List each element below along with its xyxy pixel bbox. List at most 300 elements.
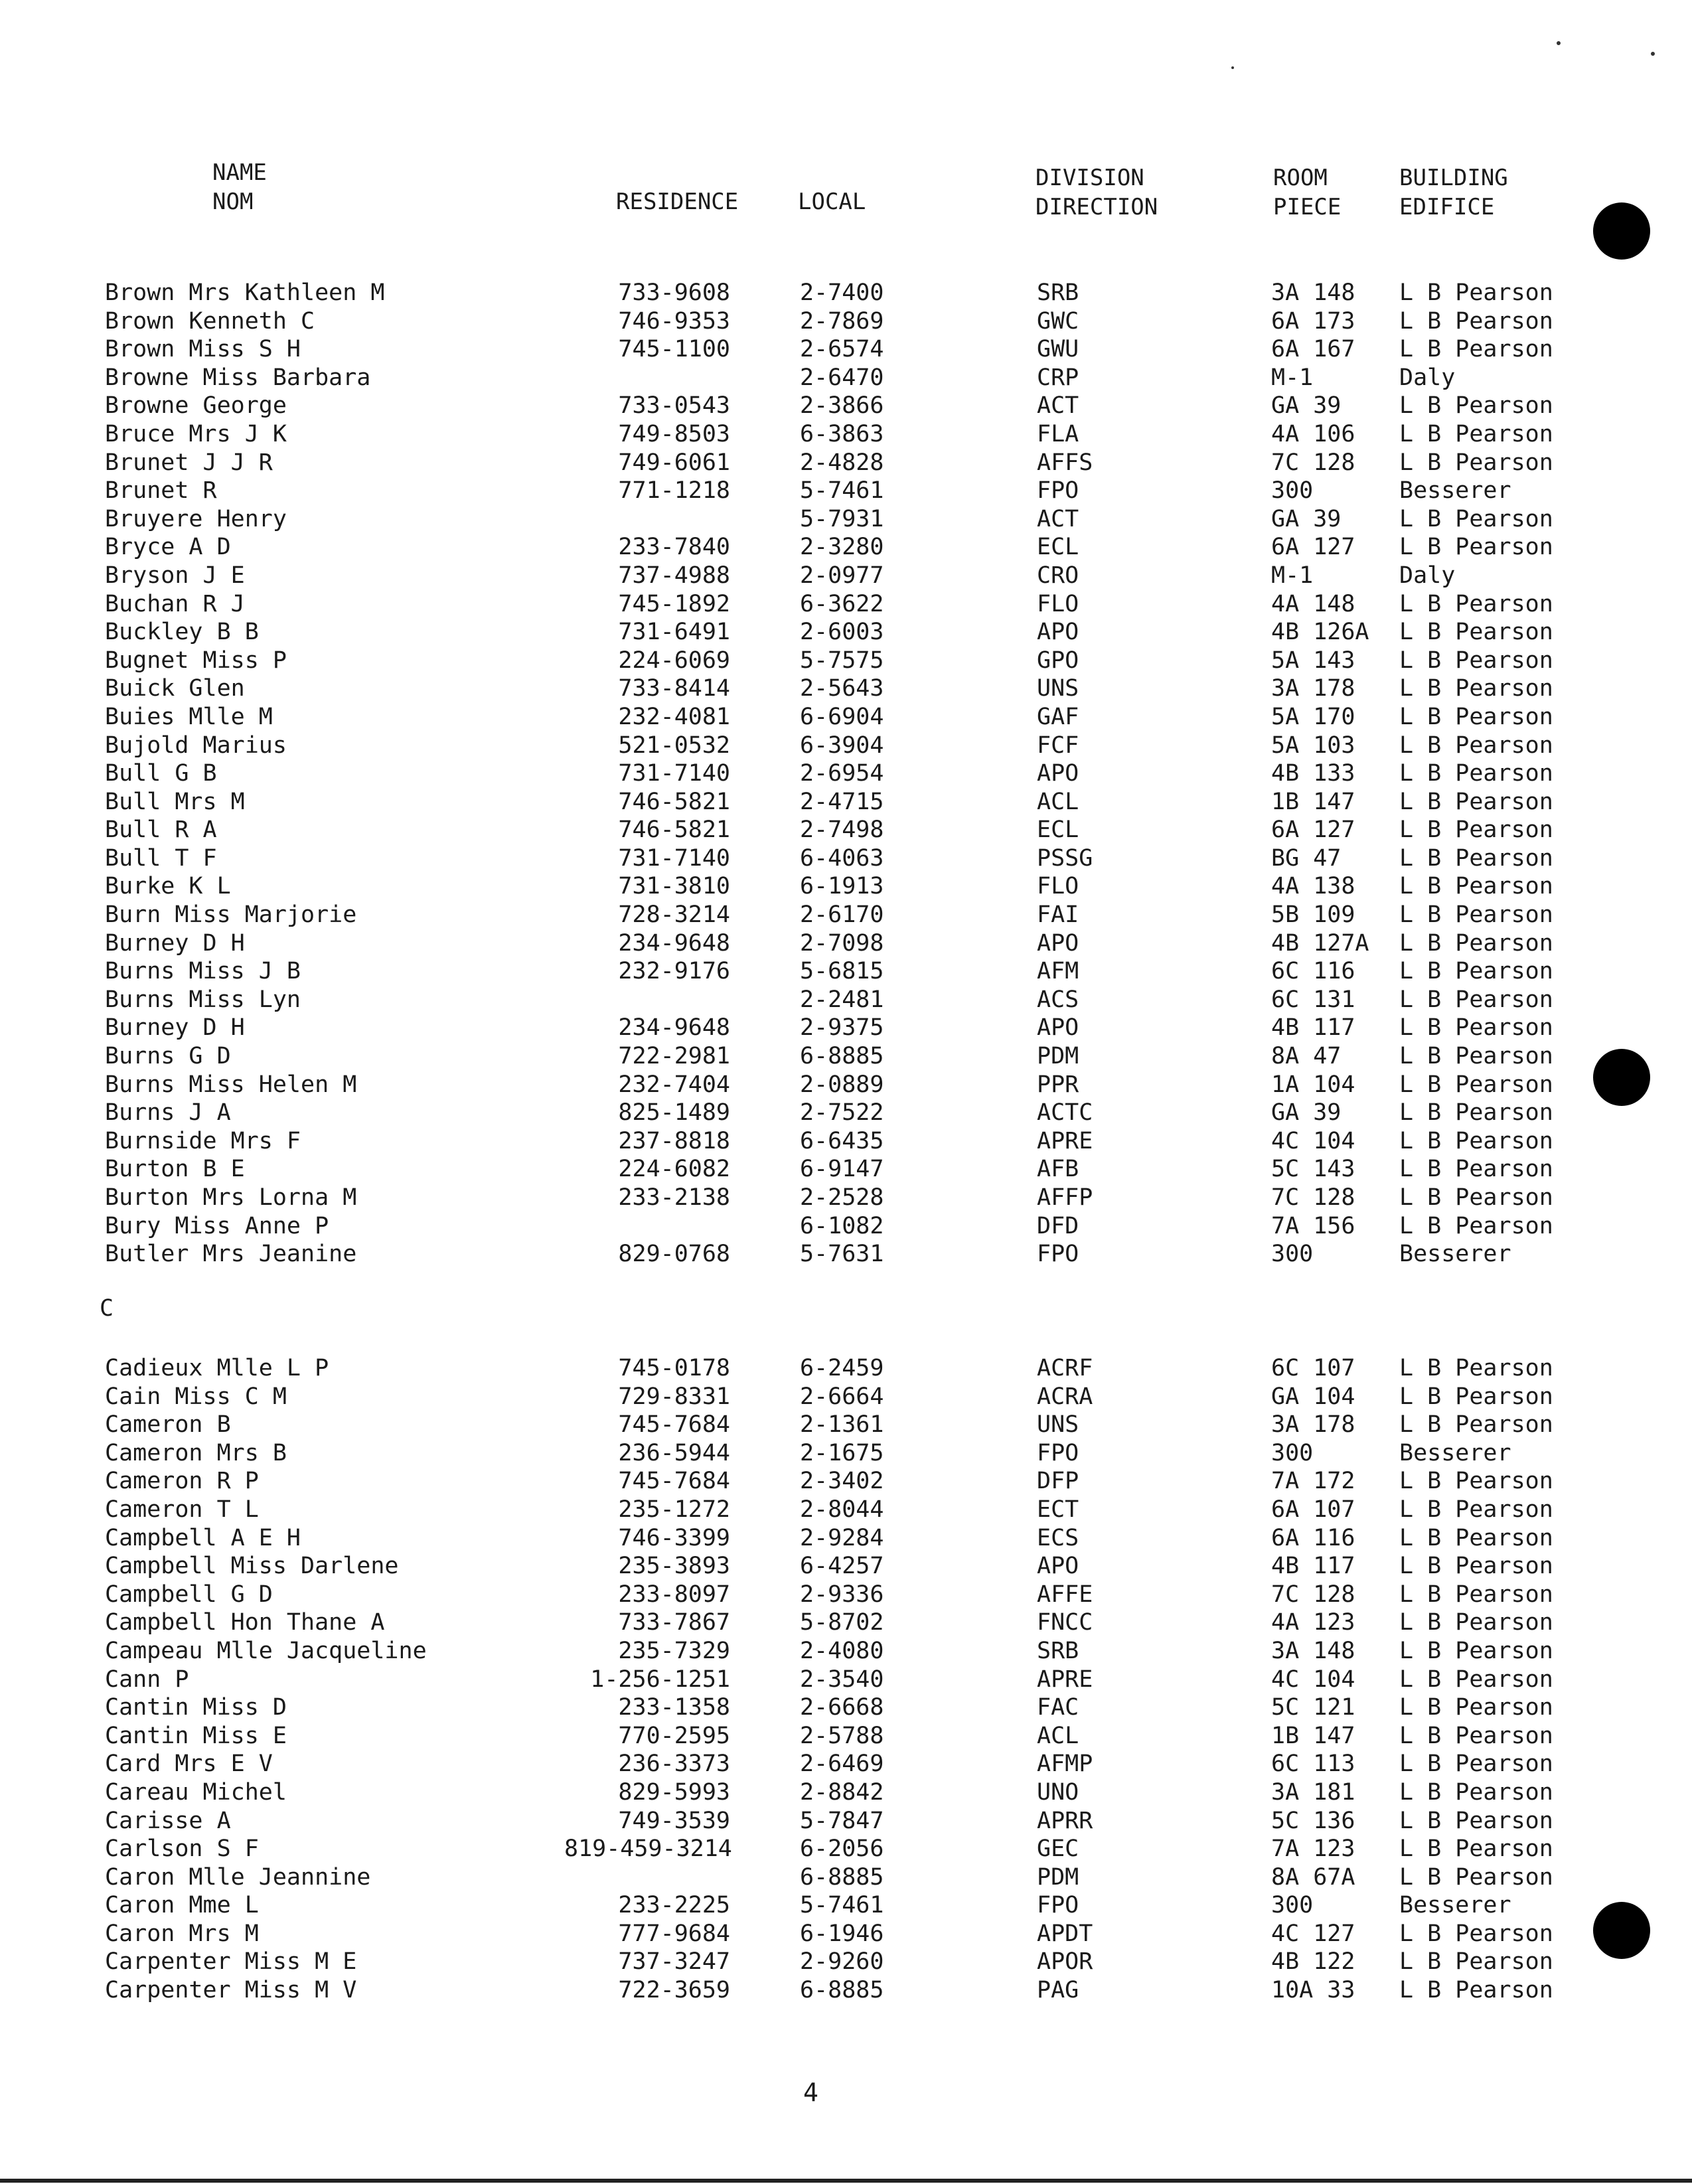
- entry-division: ACT: [1037, 392, 1079, 420]
- entry-local: 2-5788: [800, 1722, 884, 1749]
- entry-building: L B Pearson: [1399, 732, 1553, 759]
- entry-name: Buies Mlle M: [105, 703, 273, 730]
- entry-local: 2-4080: [800, 1637, 884, 1664]
- directory-row: [0, 1411, 1692, 1439]
- entry-building: L B Pearson: [1399, 336, 1553, 363]
- entry-room: 5B 109: [1271, 901, 1355, 929]
- entry-room: 1B 147: [1271, 788, 1355, 815]
- entry-building: L B Pearson: [1399, 1184, 1553, 1211]
- entry-name: Card Mrs E V: [105, 1751, 273, 1778]
- entry-division: AFB: [1037, 1156, 1079, 1183]
- entry-name: Campbell A E H: [105, 1524, 301, 1551]
- entry-residence: 234-9648: [618, 1014, 730, 1042]
- entry-local: 6-1913: [800, 873, 884, 900]
- entry-room: 5A 103: [1271, 732, 1355, 759]
- entry-name: Bruyere Henry: [105, 505, 287, 532]
- entry-building: L B Pearson: [1399, 1071, 1553, 1098]
- entry-division: FCF: [1037, 732, 1079, 759]
- entry-local: 6-9147: [800, 1156, 884, 1183]
- entry-building: L B Pearson: [1399, 1977, 1553, 2004]
- entry-local: 5-7847: [800, 1807, 884, 1834]
- entry-division: FAC: [1037, 1694, 1079, 1721]
- directory-row: [0, 1184, 1692, 1212]
- scan-speck: [1651, 52, 1655, 56]
- entry-residence: 731-6491: [618, 619, 730, 646]
- entry-room: 4A 106: [1271, 420, 1355, 447]
- entry-name: Brown Kenneth C: [105, 307, 315, 335]
- entry-building: L B Pearson: [1399, 505, 1553, 532]
- entry-name: Carpenter Miss M E: [105, 1948, 357, 1976]
- entry-name: Burney D H: [105, 929, 245, 957]
- entry-division: AFFE: [1037, 1581, 1093, 1608]
- entry-room: 8A 67A: [1271, 1863, 1355, 1891]
- entry-residence: 733-8414: [618, 675, 730, 702]
- entry-local: 2-6668: [800, 1694, 884, 1721]
- entry-name: Bull Mrs M: [105, 788, 245, 815]
- entry-residence: 236-3373: [618, 1751, 730, 1778]
- entry-building: L B Pearson: [1399, 788, 1553, 815]
- entry-room: 5C 136: [1271, 1807, 1355, 1834]
- entry-room: 5A 170: [1271, 703, 1355, 730]
- entry-division: PAG: [1037, 1977, 1079, 2004]
- entry-building: L B Pearson: [1399, 647, 1553, 674]
- entry-building: L B Pearson: [1399, 929, 1553, 957]
- directory-row: [0, 1976, 1692, 2005]
- entry-room: 6C 107: [1271, 1355, 1355, 1381]
- header-room-en: ROOM: [1273, 165, 1328, 191]
- entry-local: 2-6664: [800, 1383, 884, 1410]
- entry-building: L B Pearson: [1399, 1043, 1553, 1070]
- entry-division: APO: [1037, 1014, 1079, 1042]
- scan-speck: [1231, 66, 1234, 69]
- entry-division: FPO: [1037, 477, 1079, 505]
- entry-local: 6-3622: [800, 590, 884, 617]
- entry-name: Buchan R J: [105, 590, 245, 617]
- entry-name: Brown Miss S H: [105, 336, 301, 363]
- entry-local: 6-2459: [800, 1355, 884, 1381]
- header-residence: [616, 187, 738, 216]
- directory-row: [0, 1127, 1692, 1156]
- entry-division: UNS: [1037, 1411, 1079, 1439]
- directory-row: [0, 1354, 1692, 1383]
- entry-local: 6-3904: [800, 732, 884, 759]
- entry-residence: 235-7329: [618, 1637, 730, 1664]
- entry-room: 7C 128: [1271, 1184, 1355, 1211]
- entry-name: Carpenter Miss M V: [105, 1977, 357, 2004]
- entry-residence: 731-7140: [618, 760, 730, 787]
- entry-division: APRE: [1037, 1666, 1093, 1693]
- directory-row: [0, 1439, 1692, 1468]
- entry-residence: 235-3893: [618, 1553, 730, 1580]
- header-local: [798, 187, 866, 216]
- entry-room: 7A 156: [1271, 1212, 1355, 1239]
- directory-row: [0, 872, 1692, 901]
- entry-name: Burton B E: [105, 1156, 245, 1183]
- entry-residence: 722-3659: [618, 1977, 730, 2004]
- entry-division: APO: [1037, 1553, 1079, 1580]
- entry-building: L B Pearson: [1399, 1496, 1553, 1523]
- entry-room: 6A 116: [1271, 1524, 1355, 1551]
- entry-division: APO: [1037, 760, 1079, 787]
- entry-name: Bugnet Miss P: [105, 647, 287, 674]
- directory-row: [0, 420, 1692, 449]
- entry-local: 2-6469: [800, 1751, 884, 1778]
- entry-residence: 733-0543: [618, 392, 730, 420]
- entry-division: APRR: [1037, 1807, 1093, 1834]
- directory-row: [0, 1778, 1692, 1807]
- entry-division: ACS: [1037, 986, 1079, 1013]
- entry-building: L B Pearson: [1399, 1411, 1553, 1439]
- entry-local: 2-0977: [800, 562, 884, 589]
- entry-building: L B Pearson: [1399, 958, 1553, 985]
- entry-building: L B Pearson: [1399, 1694, 1553, 1721]
- entry-local: 2-4715: [800, 788, 884, 815]
- entry-division: GAF: [1037, 703, 1079, 730]
- entry-building: L B Pearson: [1399, 1524, 1553, 1551]
- directory-row: [0, 1099, 1692, 1127]
- entry-division: UNS: [1037, 675, 1079, 702]
- header-local-label: LOCAL: [798, 189, 866, 215]
- directory-row: [0, 1212, 1692, 1241]
- entry-local: 6-4257: [800, 1553, 884, 1580]
- entry-division: PDM: [1037, 1043, 1079, 1070]
- directory-row: [0, 477, 1692, 505]
- entry-name: Cantin Miss D: [105, 1694, 287, 1721]
- entry-residence: 749-8503: [618, 420, 730, 447]
- entry-room: 6C 131: [1271, 986, 1355, 1013]
- entry-name: Cameron R P: [105, 1468, 259, 1495]
- directory-row: [0, 590, 1692, 619]
- entry-residence: 728-3214: [618, 901, 730, 929]
- directory-row: [0, 1750, 1692, 1778]
- entry-name: Browne Miss Barbara: [105, 364, 371, 391]
- entry-name: Burns Miss Helen M: [105, 1071, 357, 1098]
- entry-name: Burn Miss Marjorie: [105, 901, 357, 929]
- entry-division: DFD: [1037, 1212, 1079, 1239]
- entry-building: Daly: [1399, 562, 1456, 589]
- entry-room: 7C 128: [1271, 449, 1355, 476]
- entry-division: FLO: [1037, 873, 1079, 900]
- directory-row: [0, 1552, 1692, 1581]
- directory-row: [0, 844, 1692, 873]
- entry-division: APO: [1037, 929, 1079, 957]
- entry-name: Cann P: [105, 1666, 189, 1693]
- entry-room: 6A 107: [1271, 1496, 1355, 1523]
- entry-division: AFMP: [1037, 1751, 1093, 1778]
- entry-local: 2-9336: [800, 1581, 884, 1608]
- entry-residence: 729-8331: [618, 1383, 730, 1410]
- entry-name: Buick Glen: [105, 675, 245, 702]
- entry-local: 2-4828: [800, 449, 884, 476]
- entry-name: Bryson J E: [105, 562, 245, 589]
- entry-building: L B Pearson: [1399, 449, 1553, 476]
- entry-division: ECS: [1037, 1524, 1079, 1551]
- directory-row: [0, 1693, 1692, 1722]
- directory-row: [0, 307, 1692, 336]
- entry-local: 2-9284: [800, 1524, 884, 1551]
- entry-residence: 770-2595: [618, 1722, 730, 1749]
- entry-division: ACL: [1037, 1722, 1079, 1749]
- header-division-fr: DIRECTION: [1036, 194, 1158, 220]
- entry-residence: 749-3539: [618, 1807, 730, 1834]
- entry-building: L B Pearson: [1399, 1722, 1553, 1749]
- entry-building: L B Pearson: [1399, 760, 1553, 787]
- directory-row: [0, 562, 1692, 590]
- entry-name: Cameron Mrs B: [105, 1439, 287, 1466]
- header-building: [1399, 163, 1508, 222]
- entry-residence: 233-8097: [618, 1581, 730, 1608]
- entry-local: 6-1082: [800, 1212, 884, 1239]
- directory-row: [0, 1467, 1692, 1496]
- entry-residence: 749-6061: [618, 449, 730, 476]
- entry-room: BG 47: [1271, 844, 1342, 872]
- entry-local: 2-7522: [800, 1099, 884, 1127]
- entry-local: 2-9375: [800, 1014, 884, 1042]
- entry-residence: 829-5993: [618, 1778, 730, 1806]
- entry-building: L B Pearson: [1399, 901, 1553, 929]
- entry-name: Burns J A: [105, 1099, 231, 1127]
- entry-local: 2-7498: [800, 817, 884, 844]
- entry-name: Burney D H: [105, 1014, 245, 1042]
- entry-room: 7A 123: [1271, 1835, 1355, 1863]
- entry-local: 6-8885: [800, 1043, 884, 1070]
- entry-local: 2-3280: [800, 534, 884, 561]
- entry-local: 2-8842: [800, 1778, 884, 1806]
- entry-room: 4B 117: [1271, 1553, 1355, 1580]
- entry-room: 4C 104: [1271, 1666, 1355, 1693]
- entry-name: Campbell G D: [105, 1581, 273, 1608]
- entry-residence: 232-9176: [618, 958, 730, 985]
- entry-room: 3A 178: [1271, 675, 1355, 702]
- entry-room: 3A 178: [1271, 1411, 1355, 1439]
- entry-room: 300: [1271, 477, 1314, 505]
- directory-row: [0, 1496, 1692, 1524]
- entry-residence: 1-256-1251: [590, 1666, 730, 1693]
- entry-local: 6-3863: [800, 420, 884, 447]
- entry-room: 6C 113: [1271, 1751, 1355, 1778]
- entry-building: L B Pearson: [1399, 873, 1553, 900]
- directory-row: [0, 1920, 1692, 1948]
- header-room-fr: PIECE: [1273, 194, 1342, 220]
- directory-row: [0, 1042, 1692, 1071]
- entry-room: 1A 104: [1271, 1071, 1355, 1098]
- entry-room: 7C 128: [1271, 1581, 1355, 1608]
- entry-room: 4B 127A: [1271, 929, 1369, 957]
- entry-residence: 745-1892: [618, 590, 730, 617]
- entry-local: 2-7400: [800, 279, 884, 306]
- directory-row: [0, 505, 1692, 534]
- entry-local: 2-2528: [800, 1184, 884, 1211]
- entry-local: 2-9260: [800, 1948, 884, 1976]
- entry-name: Cantin Miss E: [105, 1722, 287, 1749]
- directory-row: [0, 335, 1692, 364]
- directory-row: [0, 392, 1692, 420]
- entry-division: FAI: [1037, 901, 1079, 929]
- entry-division: ECL: [1037, 534, 1079, 561]
- entry-division: FLO: [1037, 590, 1079, 617]
- entry-residence: 224-6069: [618, 647, 730, 674]
- entry-residence: 233-2225: [618, 1892, 730, 1919]
- entry-name: Caron Mrs M: [105, 1920, 259, 1947]
- entry-name: Campbell Miss Darlene: [105, 1553, 399, 1580]
- entry-division: ACT: [1037, 505, 1079, 532]
- entry-local: 2-2481: [800, 986, 884, 1013]
- directory-row: [0, 759, 1692, 788]
- entry-room: 4B 122: [1271, 1948, 1355, 1976]
- directory-row: [0, 674, 1692, 703]
- entry-name: Cameron T L: [105, 1496, 259, 1523]
- entry-residence: 745-0178: [618, 1355, 730, 1381]
- header-building-en: BUILDING: [1399, 165, 1508, 191]
- directory-row: [0, 1835, 1692, 1863]
- entry-residence: 733-7867: [618, 1609, 730, 1636]
- entry-division: ECT: [1037, 1496, 1079, 1523]
- entry-local: 6-8885: [800, 1977, 884, 2004]
- entry-residence: 233-2138: [618, 1184, 730, 1211]
- directory-row: [0, 901, 1692, 929]
- entry-local: 2-5643: [800, 675, 884, 702]
- entry-name: Cameron B: [105, 1411, 231, 1439]
- entry-residence: 771-1218: [618, 477, 730, 505]
- entry-division: APOR: [1037, 1948, 1093, 1976]
- entry-residence: 829-0768: [618, 1241, 730, 1268]
- directory-row: [0, 1608, 1692, 1637]
- directory-row: [0, 1014, 1692, 1042]
- entry-local: 6-6435: [800, 1127, 884, 1154]
- entry-division: FNCC: [1037, 1609, 1093, 1636]
- entry-room: 1B 147: [1271, 1722, 1355, 1749]
- entry-room: 6A 173: [1271, 307, 1355, 335]
- entry-division: PPR: [1037, 1071, 1079, 1098]
- entry-building: L B Pearson: [1399, 1581, 1553, 1608]
- entry-division: ACRF: [1037, 1355, 1093, 1381]
- entry-name: Burke K L: [105, 873, 231, 900]
- entry-local: 6-6904: [800, 703, 884, 730]
- entry-residence: 233-1358: [618, 1694, 730, 1721]
- entry-building: L B Pearson: [1399, 1127, 1553, 1154]
- entry-division: AFM: [1037, 958, 1079, 985]
- entry-name: Bujold Marius: [105, 732, 287, 759]
- entry-building: Besserer: [1399, 477, 1511, 505]
- directory-row: [0, 1666, 1692, 1694]
- entry-room: 3A 181: [1271, 1778, 1355, 1806]
- entry-name: Bury Miss Anne P: [105, 1212, 329, 1239]
- entry-local: 2-8044: [800, 1496, 884, 1523]
- entry-building: L B Pearson: [1399, 392, 1553, 420]
- entry-name: Caron Mme L: [105, 1892, 259, 1919]
- entry-residence: 235-1272: [618, 1496, 730, 1523]
- entry-building: L B Pearson: [1399, 986, 1553, 1013]
- entry-room: 5C 121: [1271, 1694, 1355, 1721]
- directory-row: [0, 1722, 1692, 1751]
- entry-residence: 232-7404: [618, 1071, 730, 1098]
- header-division-en: DIVISION: [1036, 165, 1144, 191]
- entry-name: Butler Mrs Jeanine: [105, 1241, 357, 1268]
- entry-building: L B Pearson: [1399, 420, 1553, 447]
- entry-name: Burton Mrs Lorna M: [105, 1184, 357, 1211]
- entry-residence: 722-2981: [618, 1043, 730, 1070]
- entry-division: GEC: [1037, 1835, 1079, 1863]
- entry-division: CRO: [1037, 562, 1079, 589]
- entry-building: L B Pearson: [1399, 844, 1553, 872]
- entry-division: ECL: [1037, 817, 1079, 844]
- entry-local: 5-7461: [800, 477, 884, 505]
- entry-residence: 746-5821: [618, 788, 730, 815]
- entry-room: 4A 148: [1271, 590, 1355, 617]
- entry-building: L B Pearson: [1399, 1156, 1553, 1183]
- entry-residence: 733-9608: [618, 279, 730, 306]
- entry-building: L B Pearson: [1399, 1807, 1553, 1834]
- directory-row: [0, 1807, 1692, 1835]
- entry-local: 5-8702: [800, 1609, 884, 1636]
- entry-name: Careau Michel: [105, 1778, 287, 1806]
- directory-row: [0, 1524, 1692, 1553]
- entry-building: L B Pearson: [1399, 1609, 1553, 1636]
- entry-local: 2-1675: [800, 1439, 884, 1466]
- entry-building: L B Pearson: [1399, 1014, 1553, 1042]
- entry-name: Bull R A: [105, 817, 217, 844]
- entry-building: L B Pearson: [1399, 590, 1553, 617]
- entry-building: L B Pearson: [1399, 279, 1553, 306]
- entry-building: L B Pearson: [1399, 1468, 1553, 1495]
- entry-division: ACRA: [1037, 1383, 1093, 1410]
- entry-residence: 819-459-3214: [564, 1835, 732, 1863]
- entry-residence: 233-7840: [618, 534, 730, 561]
- entry-room: 8A 47: [1271, 1043, 1342, 1070]
- directory-row: [0, 364, 1692, 392]
- directory-row: [0, 449, 1692, 477]
- entry-local: 2-6574: [800, 336, 884, 363]
- entry-building: L B Pearson: [1399, 1835, 1553, 1863]
- directory-row: [0, 929, 1692, 958]
- entry-room: GA 104: [1271, 1383, 1355, 1410]
- entry-name: Browne George: [105, 392, 287, 420]
- entry-division: APRE: [1037, 1127, 1093, 1154]
- entry-room: GA 39: [1271, 1099, 1342, 1127]
- entry-division: GWU: [1037, 336, 1079, 363]
- entry-residence: 232-4081: [618, 703, 730, 730]
- entry-residence: 746-5821: [618, 817, 730, 844]
- entry-division: ACL: [1037, 788, 1079, 815]
- entry-name: Burnside Mrs F: [105, 1127, 301, 1154]
- directory-row: [0, 703, 1692, 732]
- entry-room: 6C 116: [1271, 958, 1355, 985]
- entry-name: Carisse A: [105, 1807, 231, 1834]
- entry-building: L B Pearson: [1399, 1355, 1553, 1381]
- entry-name: Brunet J J R: [105, 449, 273, 476]
- entry-local: 2-3402: [800, 1468, 884, 1495]
- entry-division: FLA: [1037, 420, 1079, 447]
- directory-row: [0, 1071, 1692, 1099]
- entry-building: L B Pearson: [1399, 1778, 1553, 1806]
- entry-room: M-1: [1271, 562, 1314, 589]
- entry-division: APO: [1037, 619, 1079, 646]
- entry-building: L B Pearson: [1399, 534, 1553, 561]
- entry-local: 2-6003: [800, 619, 884, 646]
- entry-local: 2-1361: [800, 1411, 884, 1439]
- entry-building: L B Pearson: [1399, 1212, 1553, 1239]
- scan-speck: [1557, 41, 1561, 45]
- entry-room: 3A 148: [1271, 1637, 1355, 1664]
- entry-building: L B Pearson: [1399, 619, 1553, 646]
- entry-division: SRB: [1037, 1637, 1079, 1664]
- entry-residence: 236-5944: [618, 1439, 730, 1466]
- header-division: [1036, 163, 1158, 222]
- header-room: [1273, 163, 1341, 222]
- entry-room: 4B 133: [1271, 760, 1355, 787]
- entry-residence: 731-7140: [618, 844, 730, 872]
- entry-building: L B Pearson: [1399, 1863, 1553, 1891]
